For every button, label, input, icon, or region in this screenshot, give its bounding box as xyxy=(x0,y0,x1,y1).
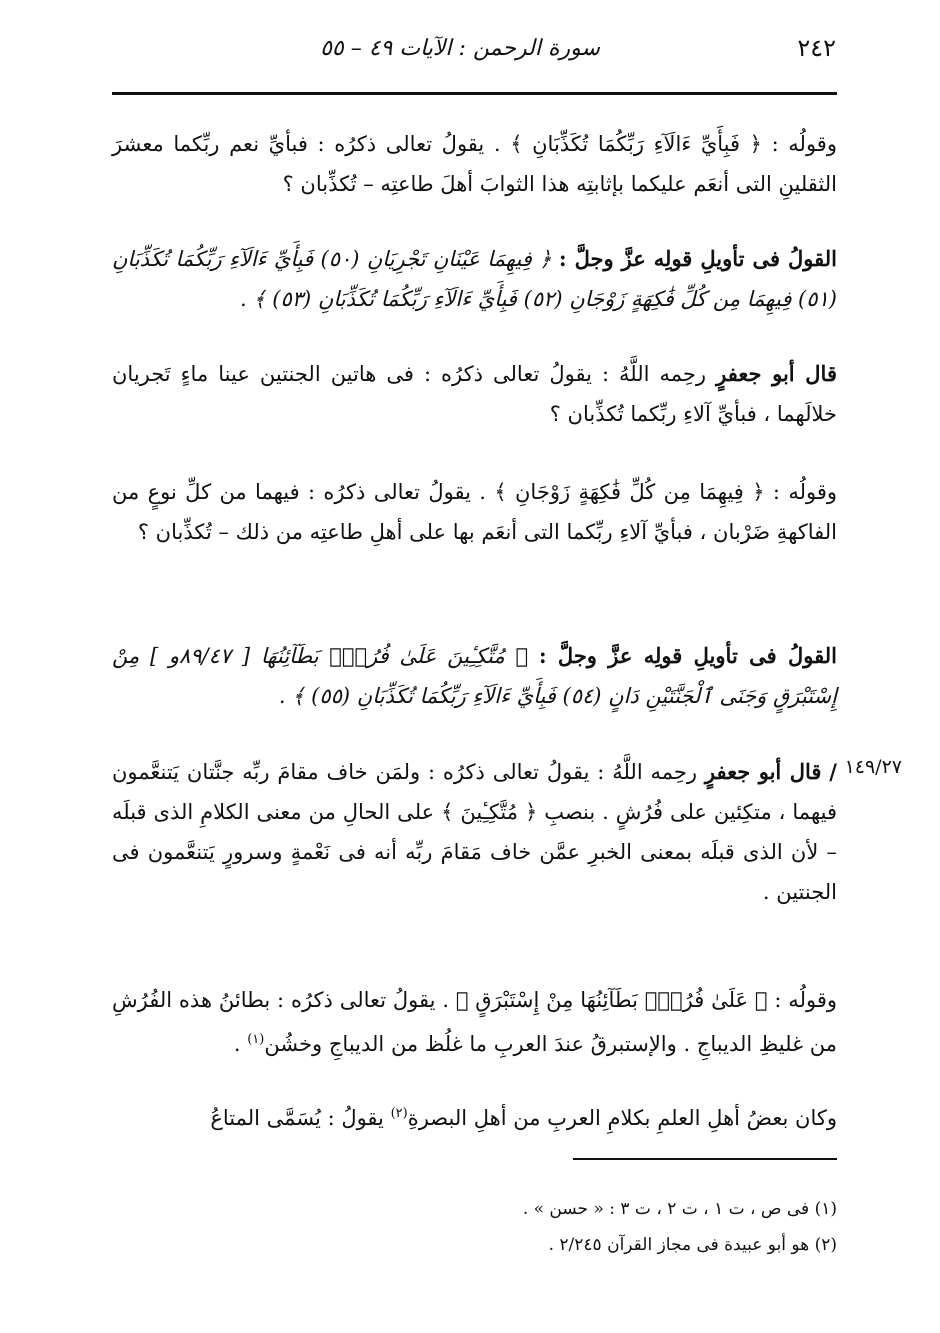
paragraph-4-text: وقولُه : ﴿ فِيهِمَا مِن كُلِّ فَٰكِهَةٍ زَوْجَانِ ﴾ . يقولُ تعالى ذكرُه : فيهما من كلِّ نوعٍ من الفاكهةِ ضَرْبان ، فبأيِّ آلاءِ ربِّكما التى أنعَم بها على أهلِ طاعتِه من ذلك – تُكذِّبان ؟ xyxy=(112,480,838,544)
paragraph-8-end: يقولُ : يُسَمَّى المتاعُ xyxy=(210,1106,391,1130)
paragraph-6-marker: / xyxy=(829,759,837,784)
running-title: سورة الرحمن : الآيات ٤٩ – ٥٥ xyxy=(320,36,600,61)
paragraph-6 xyxy=(112,752,837,912)
paragraph-3-lead: قال أبو جعفرٍ xyxy=(716,361,837,386)
footnote-ref-1: (١) xyxy=(247,1032,265,1047)
paragraph-2-verse: ﴿ فِيهِمَا عَيْنَانِ تَجْرِيَانِ (٥٠) فَبِأَيِّ ءَالَآءِ رَبِّكُمَا تُكَذِّبَانِ (٥١) فِيهِمَا مِن كُلِّ فَٰكِهَةٍ زَوْجَانِ (٥٢) فَبِأَيِّ ءَالَآءِ رَبِّكُمَا تُكَذِّبَانِ (٥٣) ﴾ . xyxy=(112,247,837,311)
footnote-1: (١) فى ص ، ت ١ ، ت ٢ ، ت ٣ : « حسن » . xyxy=(522,1199,837,1219)
paragraph-5-verse: ﴿ مُتَّكِـِٔينَ عَلَىٰ فُرُشٍۭ بَطَآئِنُهَا [ ٨٩/٤٧و ] مِنْ إِسْتَبْرَقٍ وَجَنَى ٱلْجَنَّتَيْنِ دَانٍ (٥٤) فَبِأَيِّ ءَالَآءِ رَبِّكُمَا تُكَذِّبَانِ (٥٥) ﴾ . xyxy=(112,644,837,708)
paragraph-7 xyxy=(112,980,837,1064)
paragraph-2 xyxy=(112,239,837,319)
paragraph-1-text: وقولُه : ﴿ فَبِأَيِّ ءَالَآءِ رَبِّكُمَا تُكَذِّبَانِ ﴾ . يقولُ تعالى ذكرُه : فبأيِّ نعم ربِّكما معشرَ الثقلينِ التى أنعَم عليكما بإثابتِه هذا الثوابَ أهلَ طاعتِه – تُكذِّبان ؟ xyxy=(112,132,837,196)
header-rule xyxy=(112,92,837,95)
paragraph-8-text: وكان بعضُ أهلِ العلمِ بكلامِ العربِ من أهلِ البصرةِ xyxy=(407,1106,837,1130)
page-number: ٢٤٢ xyxy=(797,34,836,62)
footnote-2: (٢) هو أبو عبيدة فى مجاز القرآن ٢/٢٤٥ . xyxy=(548,1235,837,1255)
paragraph-5-lead: القولُ فى تأويلِ قولِه عزَّ وجلَّ : xyxy=(538,643,837,668)
paragraph-6-text: رحِمه اللَّهُ : يقولُ تعالى ذكرُه : ولمَن خاف مقامَ ربِّه جنَّتان يَتنعَّمون فيهما ، متكِئين على فُرُشٍ . بنصبِ ﴿ مُتَّكِـِٔينَ ﴾ على الحالِ من معنى الكلامِ الذى قبلَه – لأن الذى قبلَه بمعنى الخبرِ عمَّن خاف مَقامَ ربِّه أنه فى نَعْمةٍ وسرورٍ يَتنعَّمون فى الجنتين . xyxy=(112,760,837,904)
footnote-ref-2: (٢) xyxy=(390,1106,408,1121)
margin-reference: ١٤٩/٢٧ xyxy=(844,756,902,778)
paragraph-8 xyxy=(112,1094,837,1138)
paragraph-7-text: وقولُه : ﴿ عَلَىٰ فُرُشٍۭ بَطَآئِنُهَا مِنْ إِسْتَبْرَقٍ ﴾ . يقولُ تعالى ذكرُه : بطائنُ هذه الفُرُشِ من غليظِ الديباجِ . والإستبرقُ عندَ العربِ ما غلُظ من الديباجِ وخشُن xyxy=(112,988,837,1056)
paragraph-3-text: رحِمه اللَّهُ : يقولُ تعالى ذكرُه : فى هاتين الجنتين عينا ماءٍ تَجريان خلالَهما ، فبأيِّ آلاءِ ربِّكما تُكذِّبان ؟ xyxy=(112,362,837,426)
paragraph-3 xyxy=(112,354,837,434)
paragraph-4 xyxy=(112,472,837,552)
paragraph-7-end: . xyxy=(233,1032,248,1056)
paragraph-5 xyxy=(112,636,837,716)
paragraph-6-lead: قال أبو جعفرٍ xyxy=(704,759,822,784)
paragraph-1 xyxy=(112,124,837,204)
footnote-rule xyxy=(573,1158,837,1160)
paragraph-2-lead: القولُ فى تأويلِ قولِه عزَّ وجلَّ : xyxy=(558,246,837,271)
